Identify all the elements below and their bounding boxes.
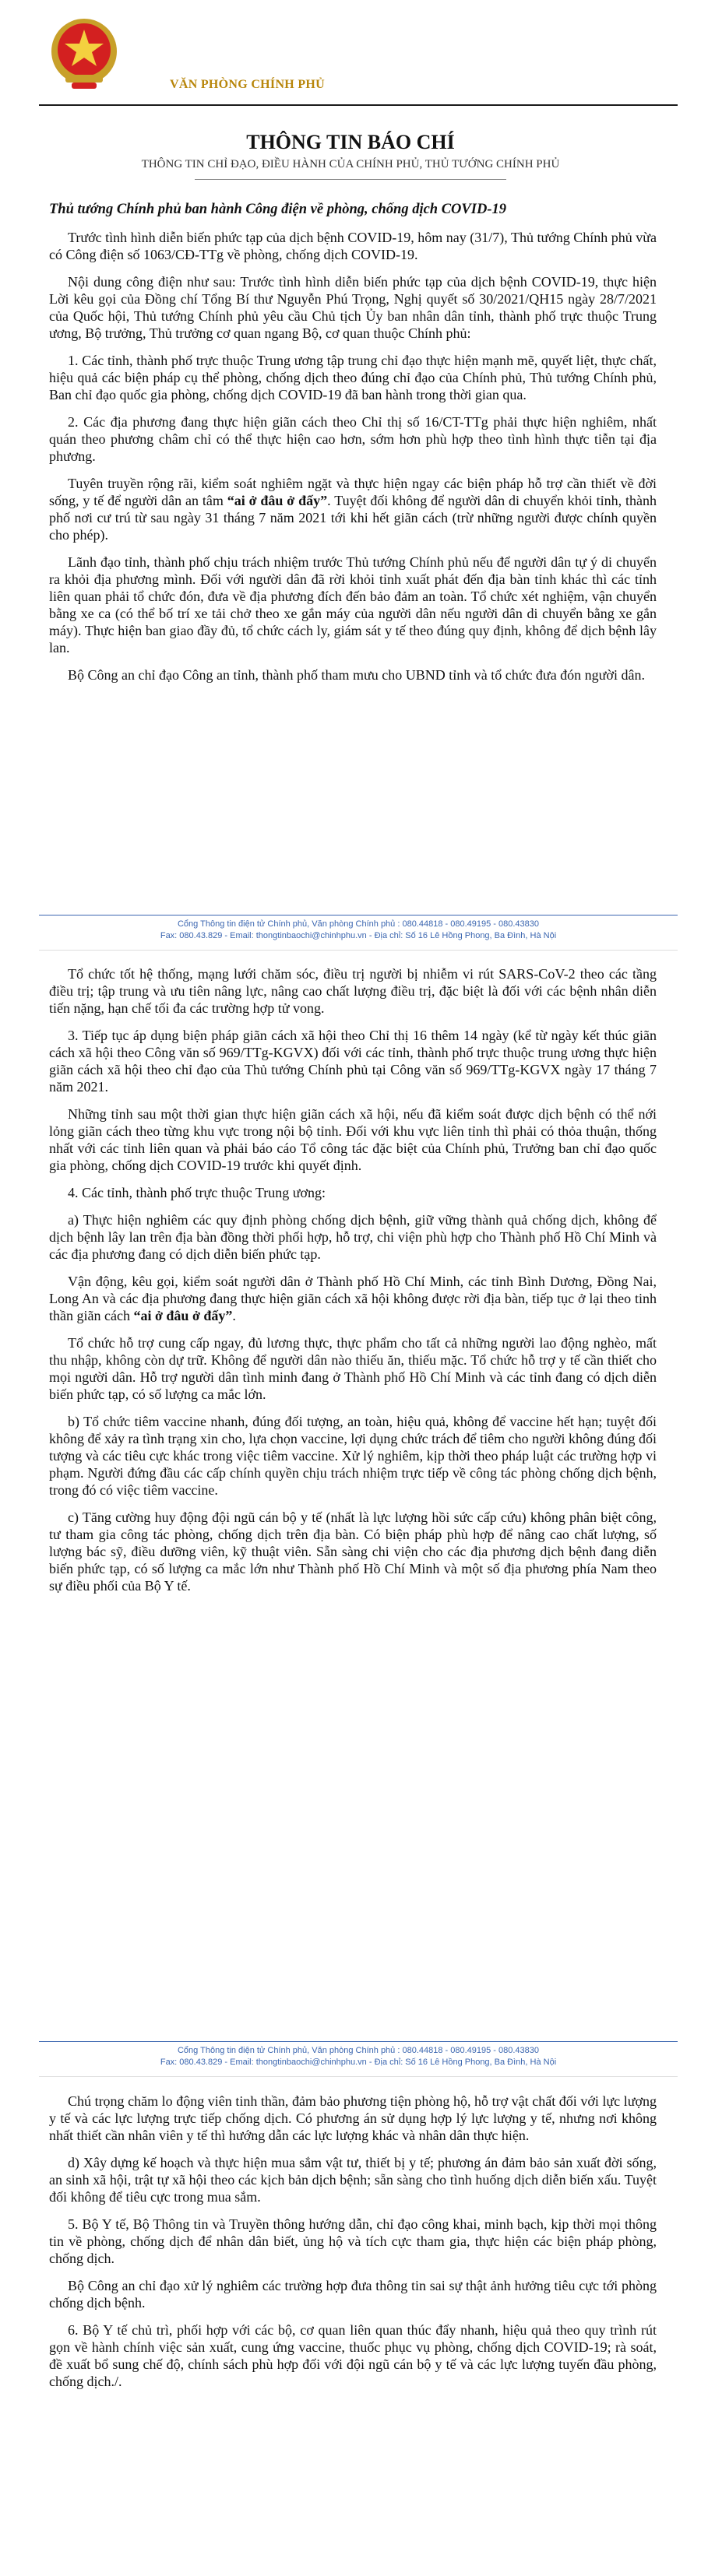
footer-line-2: Fax: 080.43.829 - Email: thongtinbaochi@chinhphu.vn - Địa chỉ: Số 16 Lê Hồng Phong, Ba Đình, Hà Nội [160,931,557,940]
national-emblem-icon [48,14,120,92]
paragraph: Tuyên truyền rộng rãi, kiểm soát nghiêm ngặt và thực hiện ngay các biện pháp hỗ trợ cần thiết về đời sống, y tế để người dân an tâm “ai ở đâu ở đấy”. Tuyệt đối không để người dân di chuyển khỏi tỉnh, thành phố nơi cư trú từ sau ngày 31 tháng 7 năm 2021 tới khi hết giãn cách (trừ những người được chính quyền cho phép). [49,476,657,543]
page-footer [39,2041,678,2068]
paragraph: Lãnh đạo tỉnh, thành phố chịu trách nhiệm trước Thủ tướng Chính phủ nếu để người dân tự ý di chuyển ra khỏi địa phương mình. Đối với người dân đã rời khỏi tỉnh xuất phát đến địa bàn tỉnh khác thì các tỉnh liên quan phải tổ chức đón, đưa về địa phương đích đến bảo đảm an toàn. Tổ chức xét nghiệm, vận chuyển bằng xe ca (có thể bố trí xe tải chở theo xe gắn máy của người dân nếu người dân di chuyển bằng xe gắn máy). Thực hiện ban giao đầy đủ, tổ chức cách ly, giám sát y tế theo đúng quy định, không để dịch bệnh lây lan. [49,554,657,655]
paragraph: Bộ Công an chỉ đạo xử lý nghiêm các trường hợp đưa thông tin sai sự thật ảnh hưởng tiêu cực tới phòng chống dịch bệnh. [49,2278,657,2311]
paragraph: 2. Các địa phương đang thực hiện giãn cách theo Chỉ thị số 16/CT-TTg phải thực hiện nghiêm, nhất quán theo phương châm chỉ có thể thực hiện cao hơn, sớm hơn phù hợp theo tình hình thực tiễn tại địa phương. [49,414,657,464]
header [39,14,678,100]
quote-emphasis: “ai ở đâu ở đấy” [227,493,328,508]
subtitle-divider [195,179,506,180]
paragraph: 6. Bộ Y tế chủ trì, phối hợp với các bộ, cơ quan liên quan thúc đẩy nhanh, hiệu quả theo quy trình rút gọn về hành chính việc sản xuất, cung ứng vaccine, thuốc phục vụ phòng, chống dịch COVID-19; rà soát, đề xuất bổ sung chế độ, chính sách phù hợp đối với đội ngũ cán bộ y tế và các lực lượng tuyến đầu phòng, chống dịch./. [49,2322,657,2389]
page-footer [39,915,678,942]
paragraph: d) Xây dựng kế hoạch và thực hiện mua sắm vật tư, thiết bị y tế; phương án đảm bảo sản xuất đời sống, an sinh xã hội, trật tự xã hội theo các kịch bản dịch bệnh; sẵn sàng cho tình huống dịch diễn biến xấu. Tuyệt đối không để tiêu cực trong mua sắm. [49,2155,657,2205]
page-3-body [49,2093,657,2400]
page-2-body [49,965,657,1604]
page-subtitle: THÔNG TIN CHỈ ĐẠO, ĐIỀU HÀNH CỦA CHÍNH PHỦ, THỦ TƯỚNG CHÍNH PHỦ [141,158,560,170]
footer-line-2: Fax: 080.43.829 - Email: thongtinbaochi@chinhphu.vn - Địa chỉ: Số 16 Lê Hồng Phong, Ba Đình, Hà Nội [160,2058,557,2067]
paragraph: Bộ Công an chỉ đạo Công an tỉnh, thành phố tham mưu cho UBND tỉnh và tổ chức đưa đón người dân. [68,667,645,683]
page-break [39,950,678,951]
paragraph: c) Tăng cường huy động đội ngũ cán bộ y tế (nhất là lực lượng hồi sức cấp cứu) không phân biệt công, tư tham gia công tác phòng, chống dịch trên địa bàn. Có biện pháp phù hợp để nâng cao chất lượng, số lượng bác sỹ, điều dưỡng viên, kỹ thuật viên. Sẵn sàng chi viện cho các địa phương dịch bệnh đang diễn biến phức tạp, có số lượng ca mắc lớn như Thành phố Hồ Chí Minh và một số địa phương phía Nam theo sự điều phối của Bộ Y tế. [49,1509,657,1594]
footer-line-1: Cổng Thông tin điện tử Chính phủ, Văn phòng Chính phủ : 080.44818 - 080.49195 - 080.43830 [177,2046,540,2055]
article-heading: Thủ tướng Chính phủ ban hành Công điện về phòng, chống dịch COVID-19 [49,202,506,217]
paragraph: Nội dung công điện như sau: Trước tình hình diễn biến phức tạp của dịch bệnh COVID-19, thực hiện Lời kêu gọi của Đồng chí Tổng Bí thư Nguyễn Phú Trọng, Nghị quyết số 30/2021/QH15 ngày 28/7/2021 của Quốc hội, Thủ tướng Chính phủ yêu cầu Chủ tịch Ủy ban nhân dân tỉnh, thành phố trực thuộc Trung ương, Bộ trưởng, Thủ trưởng cơ quan ngang Bộ, cơ quan thuộc Chính phủ: [49,274,657,341]
paragraph: 1. Các tỉnh, thành phố trực thuộc Trung ương tập trung chỉ đạo thực hiện mạnh mẽ, quyết liệt, thực chất, hiệu quả các biện pháp cụ thể phòng, chống dịch theo đúng chỉ đạo của Chính phủ, Thủ tướng Chính phủ, Ban chỉ đạo quốc gia phòng, chống dịch COVID-19 đã ban hành trong thời gian qua. [49,353,657,402]
paragraph: 5. Bộ Y tế, Bộ Thông tin và Truyền thông hướng dẫn, chỉ đạo công khai, minh bạch, kịp thời mọi thông tin về phòng, chống dịch để nhân dân biết, ủng hộ và tích cực tham gia, thực hiện các biện pháp phòng, chống dịch. [49,2216,657,2266]
paragraph: Chú trọng chăm lo động viên tinh thần, đảm bảo phương tiện phòng hộ, hỗ trợ vật chất đối với lực lượng y tế và các lực lượng trực tiếp chống dịch. Có phương án sử dụng hợp lý lực lượng y tế, nhưng nơi không nhất thiết cần nhân viên y tế thì hướng dẫn các lực lượng khác và nhân dân thực hiện. [49,2093,657,2143]
paragraph: Những tỉnh sau một thời gian thực hiện giãn cách xã hội, nếu đã kiểm soát được dịch bệnh có thể nới lỏng giãn cách theo từng khu vực trong nội bộ tỉnh. Đối với khu vực liên tỉnh thì phải có thỏa thuận, thống nhất với các tỉnh liên quan và phải báo cáo Tổ công tác đặc biệt của Chính phủ, Trưởng ban chỉ đạo quốc gia phòng, chống dịch COVID-19 trước khi quyết định. [49,1106,657,1173]
paragraph: 3. Tiếp tục áp dụng biện pháp giãn cách xã hội theo Chỉ thị 16 thêm 14 ngày (kể từ ngày kết thúc giãn cách xã hội theo Công văn số 969/TTg-KGVX) đối với các tỉnh, thành phố trực thuộc trung ương thực hiện giãn cách xã hội theo chỉ đạo của Thủ tướng Chính phủ tại Công văn số 969/TTg-KGVX ngày 17 tháng 7 năm 2021. [49,1028,657,1095]
page-title: THÔNG TIN BÁO CHÍ [246,131,455,153]
agency-name: VĂN PHÒNG CHÍNH PHỦ [170,78,326,91]
paragraph: Vận động, kêu gọi, kiểm soát người dân ở Thành phố Hồ Chí Minh, các tỉnh Bình Dương, Đồng Nai, Long An và các địa phương đang thực hiện giãn cách xã hội không được rời địa bàn, tiếp tục ở lại theo tinh thần giãn cách “ai ở đâu ở đấy”. [49,1274,657,1323]
paragraph: Trước tình hình diễn biến phức tạp của dịch bệnh COVID-19, hôm nay (31/7), Thủ tướng Chính phủ vừa có Công điện số 1063/CĐ-TTg về phòng, chống dịch COVID-19. [49,230,657,262]
paragraph: a) Thực hiện nghiêm các quy định phòng chống dịch bệnh, giữ vững thành quả chống dịch, không để dịch bệnh lây lan trên địa bàn đồng thời phối hợp, hỗ trợ, chi viện phù hợp cho Thành phố Hồ Chí Minh và các địa phương đang có dịch diễn biến phức tạp. [49,1212,657,1262]
paragraph: 4. Các tỉnh, thành phố trực thuộc Trung ương: [68,1185,326,1200]
paragraph: Tổ chức tốt hệ thống, mạng lưới chăm sóc, điều trị người bị nhiễm vi rút SARS-CoV-2 theo các tầng điều trị; tập trung và ưu tiên nâng lực, nâng cao chất lượng điều trị, đặc biệt là đối với các bệnh nhân diễn tiến nặng, hạn chế tối đa các trường hợp tử vong. [49,966,657,1016]
footer-line-1: Cổng Thông tin điện tử Chính phủ, Văn phòng Chính phủ : 080.44818 - 080.49195 - 080.43830 [177,919,540,929]
page-break [39,2076,678,2077]
paragraph: Tổ chức hỗ trợ cung cấp ngay, đủ lương thực, thực phẩm cho tất cả những người lao động nghèo, mất thu nhập, không còn dự trữ. Không để người dân nào thiếu ăn, thiếu mặc. Tổ chức hỗ trợ y tế cần thiết cho mọi người dân. Hỗ trợ người dân tình minh đang ở Thành phố Hồ Chí Minh và các tỉnh đang có dịch diễn biến phức tạp, có số lượng ca mắc lớn. [49,1335,657,1402]
quote-emphasis: “ai ở đâu ở đấy” [133,1308,233,1323]
paragraph: b) Tổ chức tiêm vaccine nhanh, đúng đối tượng, an toàn, hiệu quả, không để vaccine hết hạn; tuyệt đối không để xảy ra tình trạng xin cho, lựa chọn vaccine, lợi dụng chức trách để tiêm cho người không đúng đối tượng và các tiêu cực khác trong việc tiêm vaccine. Xử lý nghiêm, kịp thời theo pháp luật các trường hợp vi phạm. Người đứng đầu các cấp chính quyền chịu trách nhiệm trực tiếp về công tác phòng chống dịch bệnh, trong đó có việc tiêm vaccine. [49,1414,657,1498]
header-divider [39,104,678,106]
page-1-body [49,201,657,694]
